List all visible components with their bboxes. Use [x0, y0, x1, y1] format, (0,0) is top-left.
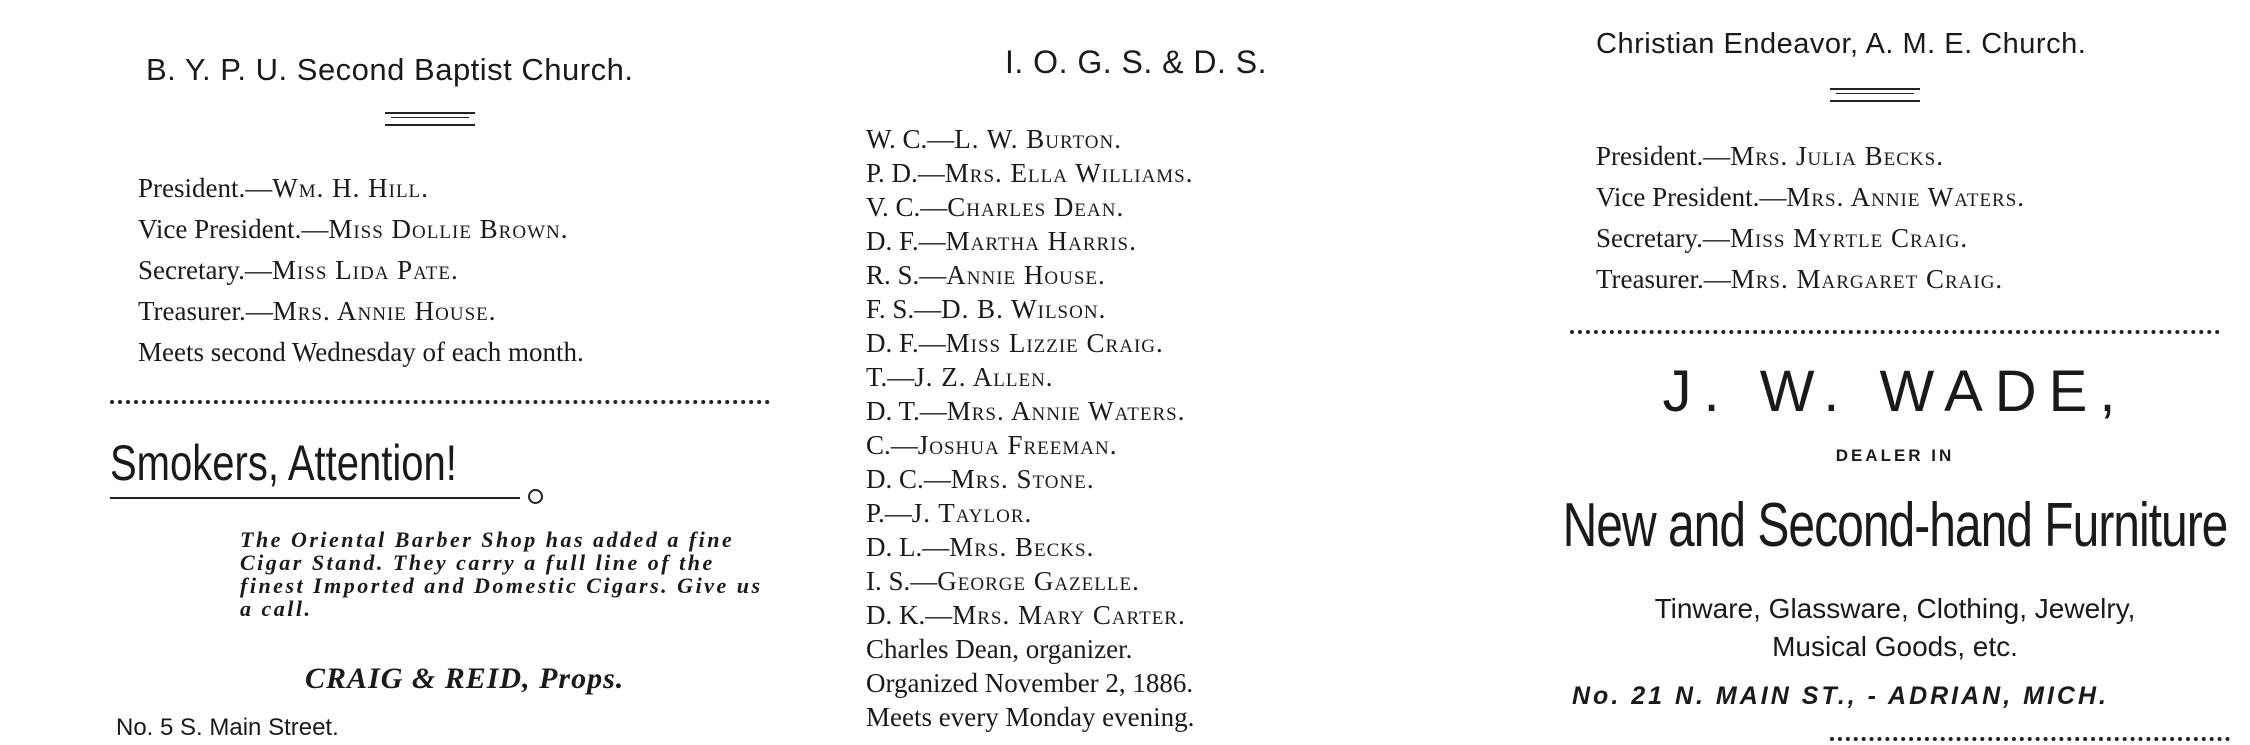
iogs-organizer: Charles Dean, organizer.	[866, 634, 1133, 664]
iogs-row: R. S.—Annie House.	[866, 260, 1106, 290]
iogs-row: D. K.—Mrs. Mary Carter.	[866, 600, 1186, 630]
circle-ornament	[528, 489, 543, 504]
bypu-row-secretary: Secretary.—Miss Lida Pate.	[138, 255, 459, 285]
bypu-officers	[138, 168, 584, 373]
smokers-heading: Smokers, Attention!	[110, 436, 457, 491]
bypu-meets: Meets second Wednesday of each month.	[138, 337, 584, 367]
iogs-row: D. F.—Martha Harris.	[866, 226, 1137, 256]
iogs-meets: Meets every Monday evening.	[866, 702, 1195, 732]
iogs-row: C.—Joshua Freeman.	[866, 430, 1118, 460]
heading-underline	[110, 493, 550, 507]
iogs-officers	[866, 122, 1194, 734]
iogs-heading: I. O. G. S. & D. S.	[1005, 44, 1267, 80]
goods-line-1: Tinware, Glassware, Clothing, Jewelry,	[1654, 593, 2136, 624]
goods-line-2: Musical Goods, etc.	[1772, 631, 2018, 662]
heading-ornament	[1830, 88, 1920, 102]
iogs-row: D. C.—Mrs. Stone.	[866, 464, 1095, 494]
props-signature: CRAIG & REID, Props.	[305, 662, 625, 695]
bypu-row-vice-president: Vice President.—Miss Dollie Brown.	[138, 214, 569, 244]
dealer-in: DEALER IN	[1835, 446, 1955, 465]
iogs-row: W. C.—L. W. Burton.	[866, 124, 1122, 154]
smokers-ad-body: The Oriental Barber Shop has added a fine Cigar Stand. They carry a full line of the finest Imported and Domestic Cigars. Give us a call.	[240, 527, 763, 621]
dotted-divider	[1570, 330, 2220, 334]
wade-address: No. 21 N. MAIN ST., - ADRIAN, MICH.	[1572, 682, 2109, 710]
bypu-heading: B. Y. P. U. Second Baptist Church.	[146, 52, 634, 87]
bypu-row-treasurer: Treasurer.—Mrs. Annie House.	[138, 296, 497, 326]
iogs-row: I. S.—George Gazelle.	[866, 566, 1140, 596]
ce-row-secretary: Secretary.—Miss Myrtle Craig.	[1596, 223, 1969, 253]
dotted-divider	[1830, 737, 2230, 741]
iogs-organized-date: Organized November 2, 1886.	[866, 668, 1194, 698]
wade-name: J. W. WADE,	[1662, 359, 2128, 424]
iogs-row: T.—J. Z. Allen.	[866, 362, 1054, 392]
heading-ornament	[385, 112, 475, 126]
smokers-address: No. 5 S. Main Street.	[116, 714, 339, 741]
iogs-row: D. F.—Miss Lizzie Craig.	[866, 328, 1164, 358]
furniture-line: New and Second-hand Furniture	[1562, 491, 2228, 561]
ce-row-president: President.—Mrs. Julia Becks.	[1596, 141, 1944, 171]
iogs-row: D. L.—Mrs. Becks.	[866, 532, 1095, 562]
iogs-row: P.—J. Taylor.	[866, 498, 1033, 528]
iogs-row: F. S.—D. B. Wilson.	[866, 294, 1107, 324]
ce-row-treasurer: Treasurer.—Mrs. Margaret Craig.	[1596, 264, 2004, 294]
iogs-row: P. D.—Mrs. Ella Williams.	[866, 158, 1194, 188]
ce-officers	[1596, 136, 2025, 300]
ce-heading: Christian Endeavor, A. M. E. Church.	[1596, 28, 2087, 60]
ce-row-vice-president: Vice President.—Mrs. Annie Waters.	[1596, 182, 2026, 212]
dotted-divider	[110, 400, 770, 404]
iogs-row: D. T.—Mrs. Annie Waters.	[866, 396, 1186, 426]
bypu-row-president: President.—Wm. H. Hill.	[138, 173, 429, 203]
iogs-row: V. C.—Charles Dean.	[866, 192, 1125, 222]
